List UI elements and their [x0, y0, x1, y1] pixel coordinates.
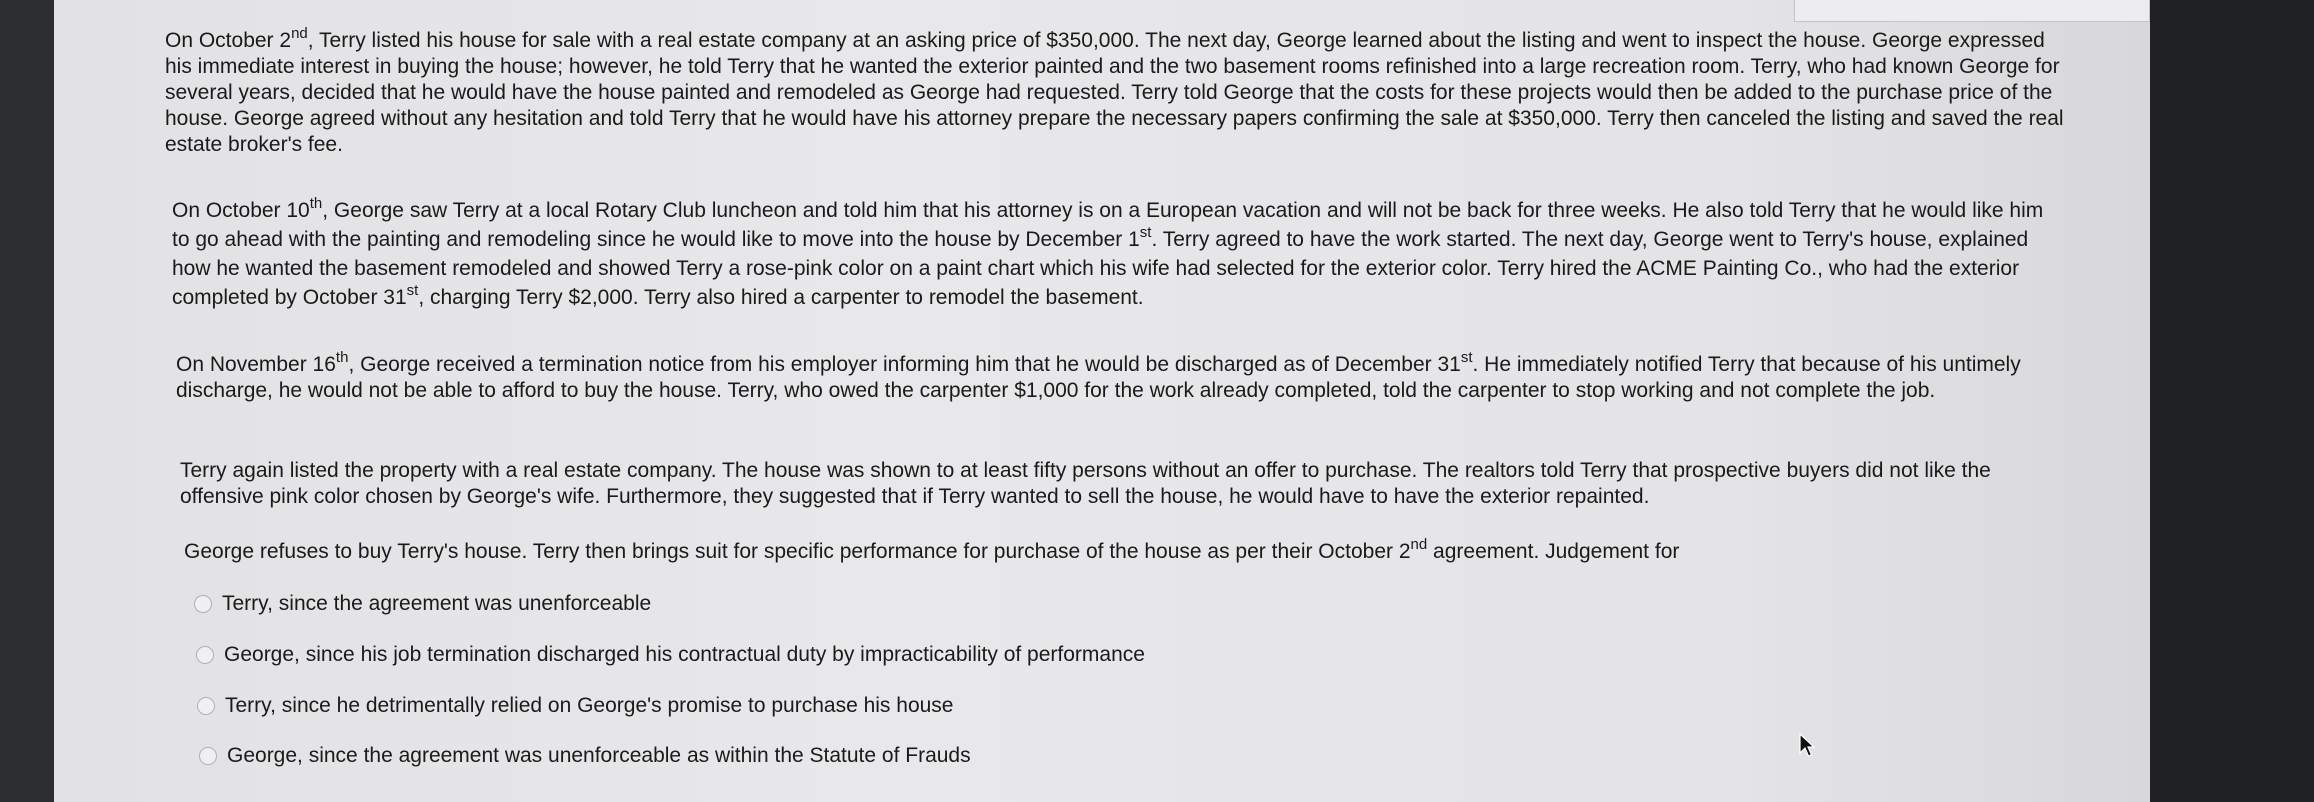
text: agreement. Judgement for — [1427, 540, 1680, 563]
passage-paragraph-4: Terry again listed the property with a real estate company. The house was shown to at least fifty persons without an offer to purchase. The realtors told Terry that prospective buyers did not like the offensive pink color chosen by George's wife. Furthermore, they suggested that if Terry wanted to sell the house, he would have to have the exterior repainted. — [180, 459, 1991, 508]
text: George refuses to buy Terry's house. Terry then brings suit for specific performance for purchase of the house as per their October 2 — [184, 540, 1411, 563]
superscript: nd — [291, 25, 308, 42]
superscript: th — [335, 349, 349, 366]
superscript: nd — [1410, 536, 1428, 553]
text: , charging Terry $2,000. Terry also hired a carpenter to remodel the basement. — [418, 286, 1144, 309]
text: On November 16 — [176, 353, 336, 376]
passage-paragraph-2 — [172, 196, 2052, 312]
answer-option-label: Terry, since the agreement was unenforceable — [222, 592, 652, 615]
top-tab[interactable] — [1794, 0, 2150, 22]
superscript: st — [406, 282, 419, 299]
answer-option-label: George, since his job termination discharged his contractual duty by impracticability of performance — [224, 643, 1145, 666]
radio-button-icon[interactable] — [199, 747, 217, 765]
superscript: st — [1460, 349, 1473, 366]
answer-option-label: Terry, since he detrimentally relied on George's promise to purchase his house — [225, 694, 954, 717]
text: , George received a termination notice from his employer informing him that he would be discharged as of December 31 — [348, 353, 1461, 376]
answer-option-c[interactable] — [197, 694, 953, 718]
passage-paragraph-1 — [165, 25, 2065, 158]
radio-button-icon[interactable] — [196, 646, 214, 664]
answer-option-d[interactable] — [199, 744, 971, 768]
dark-side-strip — [2150, 0, 2314, 802]
text: On October 2 — [165, 29, 292, 52]
superscript: th — [309, 195, 323, 212]
text: , George saw Terry at a local Rotary Club luncheon and told him that his attorney is on a European vacation and will not be back for three weeks. He also told Terry that he would like him to go ahead with the painting and remodeling since he would like to move into the house by December 1 — [172, 199, 2044, 251]
answer-option-a[interactable] — [194, 592, 651, 616]
mouse-pointer-icon — [1798, 733, 1816, 759]
text: On October 10 — [172, 199, 310, 222]
question-stem — [184, 536, 1680, 564]
answer-option-b[interactable] — [196, 643, 1145, 667]
text: , Terry listed his house for sale with a real estate company at an asking price of $350,000. The next day, George learned about the listing and went to inspect the house. George expressed his immediate interest in buying the house; however, he told Terry that he wanted the exterior painted and the two basement rooms refinished into a large recreation room. Terry, who had known George for several years, decided that he would have the house painted and remodeled as George had requested. Terry told George that the costs for these projects would then be added to the purchase price of the house. George agreed without any hesitation and told Terry that he would have his attorney prepare the necessary papers confirming the sale at $350,000. Terry then canceled the listing and saved the real estate broker's fee. — [165, 29, 2064, 156]
superscript: st — [1139, 224, 1152, 241]
passage-paragraph-3 — [176, 349, 2036, 404]
answer-option-label: George, since the agreement was unenforceable as within the Statute of Frauds — [227, 744, 971, 767]
text: . He immediately notified Terry that because of his untimely discharge, he would not be able to afford to buy the house. Terry, who owed the carpenter $1,000 for the work already completed, told the carpenter to stop working and not complete the job. — [176, 353, 2021, 402]
radio-button-icon[interactable] — [197, 697, 215, 715]
radio-button-icon[interactable] — [194, 595, 212, 613]
text: . Terry agreed to have the work started. The next day, George went to Terry's house, explained how he wanted the basement remodeled and showed Terry a rose-pink color on a paint chart which his wife had selected for the exterior color. Terry hired the ACME Painting Co., who had the exterior completed by October 31 — [172, 228, 2029, 309]
